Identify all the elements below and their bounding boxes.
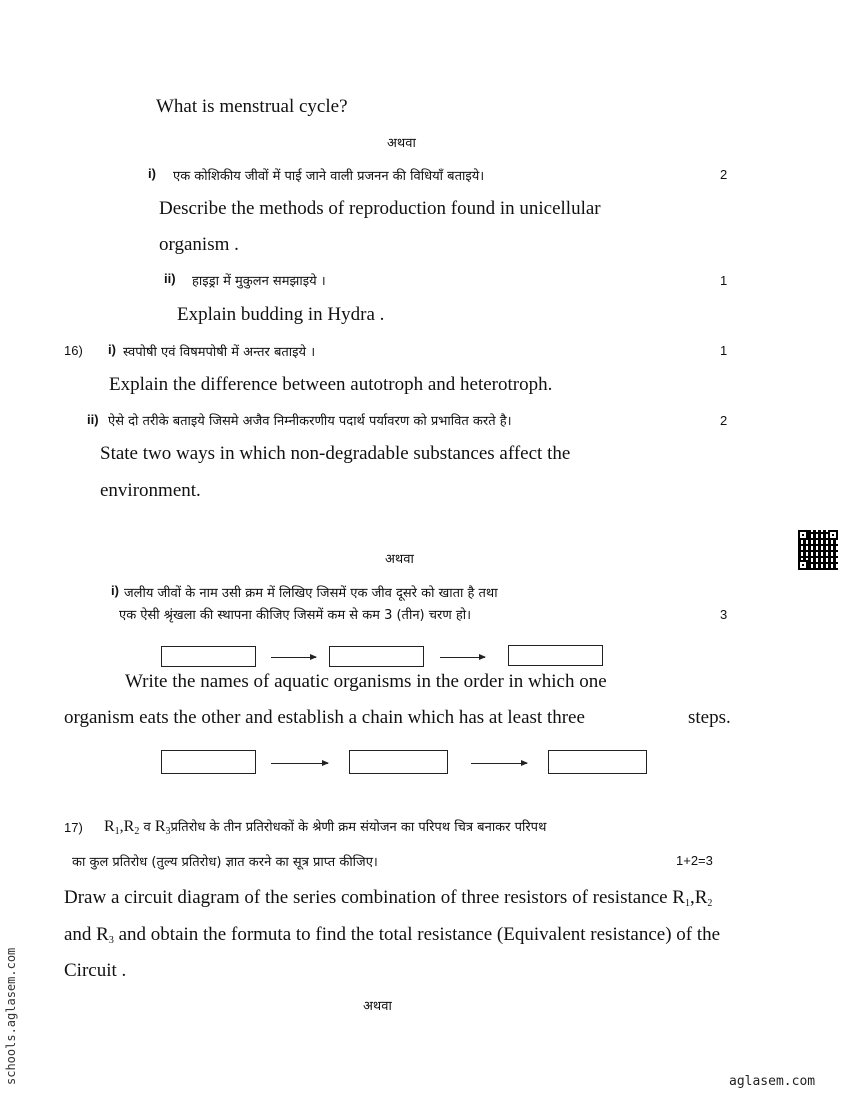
- food-chain-box-3: [508, 645, 603, 666]
- subscript: 1: [114, 826, 120, 837]
- q16-i-marks: 1: [720, 343, 728, 358]
- subscript: 2: [134, 826, 140, 837]
- q17-hindi-line2: का कुल प्रतिरोध (तुल्य प्रतिरोध) ज्ञात करने का सूत्र प्राप्त कीजिए।: [72, 855, 378, 870]
- resistor-symbol: ,R: [119, 818, 135, 835]
- food-chain-arrow-2: [471, 763, 527, 764]
- q15-ii-number: ii): [164, 271, 176, 286]
- q16-i-number: i): [108, 342, 116, 357]
- q16-ii-hindi: ऐसे दो तरीके बताइये जिसमे अजैव निम्नीकरणीय पदार्थ पर्यावरण को प्रभावित करते है।: [108, 414, 512, 429]
- q15-ii-marks: 1: [720, 273, 728, 288]
- q15-i-english-line2: organism .: [159, 234, 239, 255]
- q15-i-number: i): [148, 166, 156, 181]
- food-chain-box-2: [329, 646, 424, 667]
- q17-marks: 1+2=3: [676, 853, 713, 868]
- q17-english-line1: [64, 887, 712, 909]
- q16-ii-english-line1: State two ways in which non-degradable substances affect the: [100, 443, 571, 464]
- food-chain-box-1: [161, 646, 256, 667]
- subscript: 3: [108, 935, 114, 946]
- food-chain-box-2: [349, 750, 448, 774]
- q16-or-marks: 3: [720, 607, 728, 622]
- hindi-text: प्रतिरोध के तीन प्रतिरोधकों के श्रेणी क्रम संयोजन का परिपथ चित्र बनाकर परिपथ: [170, 820, 547, 835]
- q16-ii-number: ii): [87, 412, 99, 427]
- q17-english-line2: [64, 924, 720, 946]
- resistor-symbol: R: [154, 818, 166, 835]
- q17-english-line3: Circuit .: [64, 960, 127, 981]
- athava-label: अथवा: [387, 136, 416, 151]
- q16-i-english: Explain the difference between autotroph and heterotroph.: [109, 374, 553, 395]
- subscript: 1: [684, 898, 690, 909]
- q16-or-i-number: i): [111, 583, 119, 598]
- q15-i-english-line1: Describe the methods of reproduction found in unicellular: [159, 198, 601, 219]
- food-chain-arrow-2: [440, 657, 485, 658]
- athava-label: अथवा: [385, 552, 414, 567]
- q16-or-english-line1: Write the names of aquatic organisms in the order in which one: [125, 671, 607, 692]
- q15-i-hindi: एक कोशिकीय जीवों में पाई जाने वाली प्रजनन की विधियाँ बताइये।: [173, 169, 485, 184]
- english-text: and obtain the formuta to find the total resistance (Equivalent resistance) of the: [113, 924, 721, 945]
- side-watermark: schools.aglasem.com: [4, 947, 18, 1085]
- q16-number: 16): [64, 343, 83, 358]
- q16-or-english-line2: organism eats the other and establish a chain which has at least three: [64, 707, 585, 728]
- english-text: and R: [64, 924, 109, 945]
- q17-hindi-line1: [104, 817, 546, 836]
- subscript: 2: [707, 898, 713, 909]
- resistor-symbol: R: [104, 818, 115, 835]
- q16-ii-english-line2: environment.: [100, 480, 201, 501]
- q16-or-english-line2-end: steps.: [688, 707, 731, 728]
- food-chain-box-3: [548, 750, 647, 774]
- athava-label: अथवा: [363, 999, 392, 1014]
- q17-number: 17): [64, 820, 83, 835]
- footer-watermark: aglasem.com: [729, 1074, 816, 1089]
- subscript: 3: [165, 826, 171, 837]
- q16-or-hindi-line1: जलीय जीवों के नाम उसी क्रम में लिखिए जिसमें एक जीव दूसरे को खाता है तथा: [124, 586, 498, 601]
- qr-code-icon: [798, 530, 838, 570]
- q15-i-marks: 2: [720, 167, 728, 182]
- q16-or-hindi-line2: एक ऐसी श्रृंखला की स्थापना कीजिए जिसमें कम से कम 3 (तीन) चरण हो।: [119, 608, 472, 623]
- english-text: Draw a circuit diagram of the series combination of three resistors of resistance R: [64, 887, 685, 908]
- food-chain-box-1: [161, 750, 256, 774]
- food-chain-arrow-1: [271, 763, 328, 764]
- q15-ii-english: Explain budding in Hydra .: [177, 304, 385, 325]
- food-chain-arrow-1: [271, 657, 316, 658]
- q15-ii-hindi: हाइड्रा में मुकुलन समझाइये ।: [192, 274, 326, 289]
- q16-ii-marks: 2: [720, 413, 728, 428]
- english-text: ,R: [689, 887, 708, 908]
- q15-question-en: What is menstrual cycle?: [156, 96, 348, 117]
- q16-i-hindi: स्वपोषी एवं विषमपोषी में अन्तर बताइये ।: [123, 345, 316, 360]
- hindi-text: व: [139, 820, 155, 835]
